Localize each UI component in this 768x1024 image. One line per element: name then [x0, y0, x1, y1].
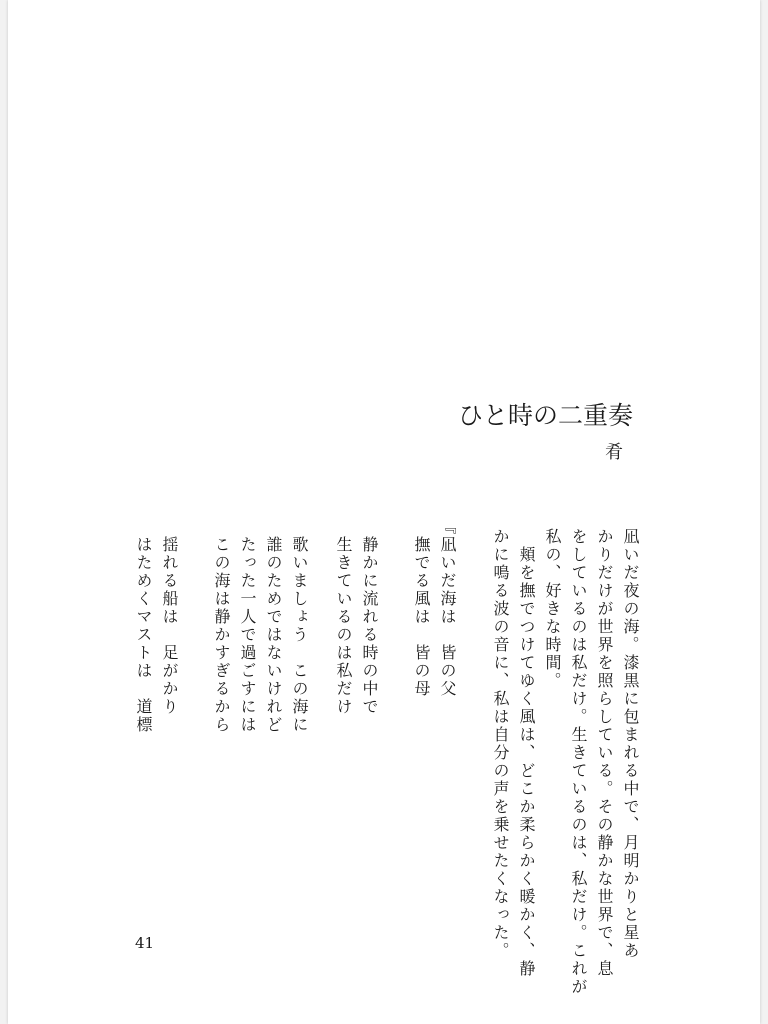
prose-line: 私の、好きな時間。	[543, 528, 562, 690]
prose-line: かに鳴る波の音に、私は自分の声を乗せたくなった。	[491, 528, 510, 960]
verse-line: 揺れる船は 足がかり	[160, 518, 179, 716]
author-name: 肴	[605, 442, 623, 463]
verse-line: 静かに流れる時の中で	[360, 518, 379, 716]
prose-line: をしているのは私だけ。生きているのは、私だけ。これが	[569, 528, 588, 996]
prose-line: 凪いだ夜の海。漆黒に包まれる中で、月明かりと星あ	[621, 528, 640, 960]
verse-line: 生きているのは私だけ	[334, 518, 353, 716]
verse-line: 歌いましょう この海に	[290, 518, 309, 734]
verse-line: この海は静かすぎるから	[212, 518, 231, 734]
page-number: 41	[135, 934, 155, 952]
prose-line: かりだけが世界を照らしている。その静かな世界で、息	[595, 528, 614, 978]
story-title: ひと時の二重奏	[458, 401, 634, 430]
verse-line: たった一人で過ごすには	[238, 518, 257, 734]
verse-line: 撫でる風は 皆の母	[412, 518, 431, 698]
verse-line: はためくマストは 道標	[134, 518, 153, 734]
prose-line: 頬を撫でつけてゆく風は、どこか柔らかく暖かく、静	[517, 528, 536, 978]
verse-line: 『凪いだ海は 皆の父	[438, 518, 457, 698]
verse-line: 誰のためではないけれど	[264, 518, 283, 734]
book-page	[8, 0, 760, 1024]
